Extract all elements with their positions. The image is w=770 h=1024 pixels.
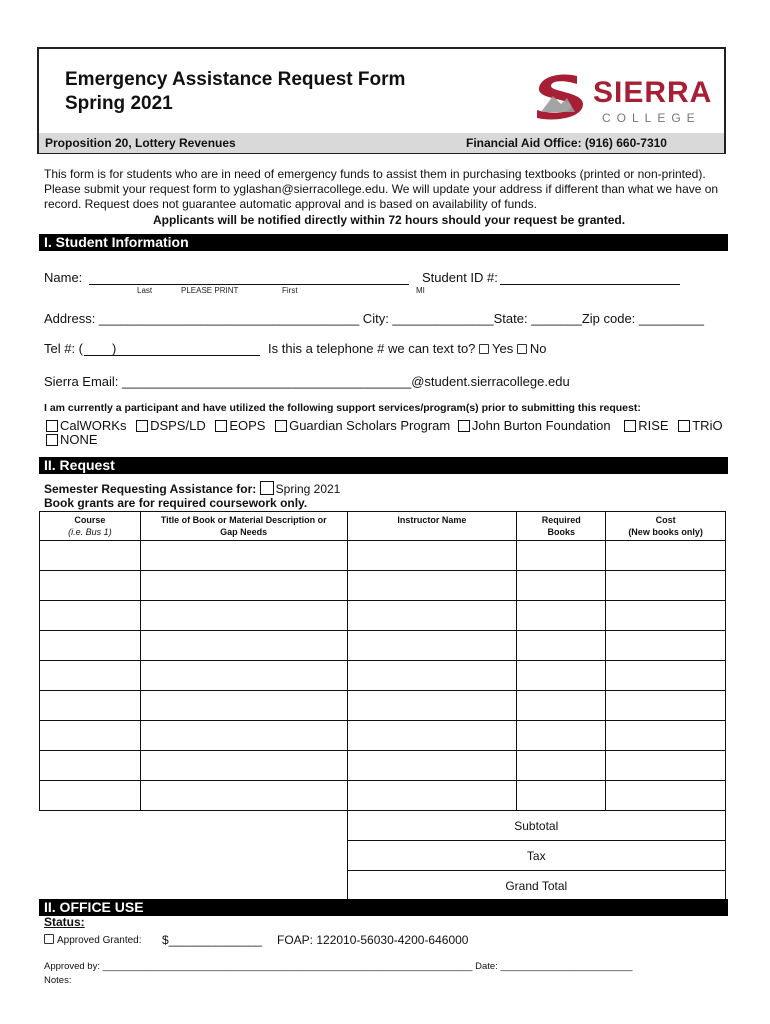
approved-label: Approved Granted: <box>57 935 142 946</box>
col-cost: Cost (New books only) <box>606 512 726 541</box>
table-row[interactable] <box>40 721 726 751</box>
table-row[interactable] <box>40 751 726 781</box>
tax-label: Tax <box>347 841 725 871</box>
amount-field[interactable]: $______________ <box>162 933 263 947</box>
section-office-use: II. OFFICE USE <box>39 899 728 916</box>
semester-label: Semester Requesting Assistance for: <box>44 482 257 496</box>
yes-checkbox[interactable] <box>479 344 489 354</box>
section-request: II. Request <box>39 457 728 474</box>
name-input[interactable] <box>89 270 409 285</box>
notes-label: Notes: <box>44 975 72 986</box>
table-header-row <box>40 512 726 541</box>
col-title: Title of Book or Material Description or Gap Needs <box>140 512 347 541</box>
approved-checkbox[interactable] <box>44 934 54 944</box>
program-dsps[interactable]: DSPS/LD <box>136 418 206 433</box>
section-student-info: I. Student Information <box>39 234 728 251</box>
notice-text: Applicants will be notified directly within 72 hours should your request be granted. <box>152 213 626 227</box>
program-calworks[interactable]: CalWORKs <box>46 418 126 433</box>
name-label: Name: <box>44 270 83 285</box>
checkbox-icon[interactable] <box>624 420 636 432</box>
logo-subtitle: COLLEGE <box>602 111 701 125</box>
program-john-burton[interactable]: John Burton Foundation <box>458 418 611 433</box>
checkbox-icon[interactable] <box>678 420 690 432</box>
program-guardian[interactable]: Guardian Scholars Program <box>275 418 450 433</box>
col-course: Course (i.e. Bus 1) <box>40 512 141 541</box>
subtitle-office-phone: Financial Aid Office: (916) 660-7310 <box>466 136 667 150</box>
email-line[interactable]: Sierra Email: ________________________________________@student.sierracollege.edu <box>44 374 570 389</box>
table-row[interactable] <box>40 661 726 691</box>
checkbox-icon[interactable] <box>46 420 58 432</box>
checkbox-icon[interactable] <box>275 420 287 432</box>
text-question-row <box>268 341 547 356</box>
table-row[interactable] <box>40 781 726 811</box>
program-eops[interactable]: EOPS <box>215 418 265 433</box>
student-id-label: Student ID #: <box>422 270 498 285</box>
tel-input[interactable] <box>84 341 260 356</box>
col-instructor: Instructor Name <box>347 512 517 541</box>
yes-label: Yes <box>492 341 514 356</box>
subtitle-funding: Proposition 20, Lottery Revenues <box>45 136 236 150</box>
checkbox-icon[interactable] <box>46 434 58 446</box>
program-none[interactable]: NONE <box>46 432 98 447</box>
name-sub-first: First <box>282 286 298 295</box>
text-question: Is this a telephone # we can text to? <box>268 341 476 356</box>
semester-option: Spring 2021 <box>275 482 341 496</box>
name-sub-last: Last <box>137 286 153 295</box>
table-row[interactable] <box>40 631 726 661</box>
mi-label: MI <box>416 286 425 295</box>
tax-row <box>40 841 726 871</box>
no-label: No <box>529 341 547 356</box>
title-line1: Emergency Assistance Request Form <box>65 69 406 90</box>
form-title <box>65 68 405 116</box>
address-line[interactable]: Address: ____________________________________ City: ______________State: _______Zip code: _________ <box>44 311 704 326</box>
status-label: Status: <box>44 915 85 929</box>
student-id-input[interactable] <box>500 270 680 285</box>
table-row[interactable] <box>40 541 726 571</box>
foap-text: FOAP: 122010-56030-4200-646000 <box>277 933 469 947</box>
programs-question: I am currently a participant and have utilized the following support services/program(s) prior to submitting this request: <box>44 402 641 414</box>
checkbox-icon[interactable] <box>215 420 227 432</box>
program-trio[interactable]: TRiO <box>678 418 722 433</box>
logo-name: SIERRA <box>593 76 713 109</box>
table-row[interactable] <box>40 571 726 601</box>
tel-label: Tel #: ( <box>44 341 84 356</box>
checkbox-icon[interactable] <box>136 420 148 432</box>
sierra-logo-icon <box>531 72 591 120</box>
checkbox-icon[interactable] <box>458 420 470 432</box>
table-row[interactable] <box>40 691 726 721</box>
tel-paren: ) <box>112 341 117 356</box>
program-rise[interactable]: RISE <box>624 418 668 433</box>
subtotal-label: Subtotal <box>347 811 725 841</box>
no-checkbox[interactable] <box>517 344 527 354</box>
name-sub-print: PLEASE PRINT <box>181 286 239 295</box>
table-row[interactable] <box>40 601 726 631</box>
spring-checkbox[interactable] <box>260 481 274 495</box>
grand-total-row <box>40 871 726 901</box>
approved-by-line[interactable]: Approved by: ______________________________________________________________________ Date: _________________________ <box>44 961 633 972</box>
programs-row <box>46 418 723 433</box>
subtotal-row <box>40 811 726 841</box>
title-line2: Spring 2021 <box>65 93 173 114</box>
intro-text: This form is for students who are in need of emergency funds to assist them in purchasing textbooks (printed or non-printed). Please submit your request form to yglashan@sierracollege.edu. We will update your address if different than what we have on record. Request does not guarantee automatic approval and is based on availability of funds. <box>44 167 719 211</box>
book-table <box>39 511 726 901</box>
col-required: Required Books <box>517 512 606 541</box>
grand-total-label: Grand Total <box>347 871 725 901</box>
book-note: Book grants are for required coursework only. <box>44 496 308 510</box>
semester-row <box>44 481 340 496</box>
approved-row <box>44 934 142 946</box>
